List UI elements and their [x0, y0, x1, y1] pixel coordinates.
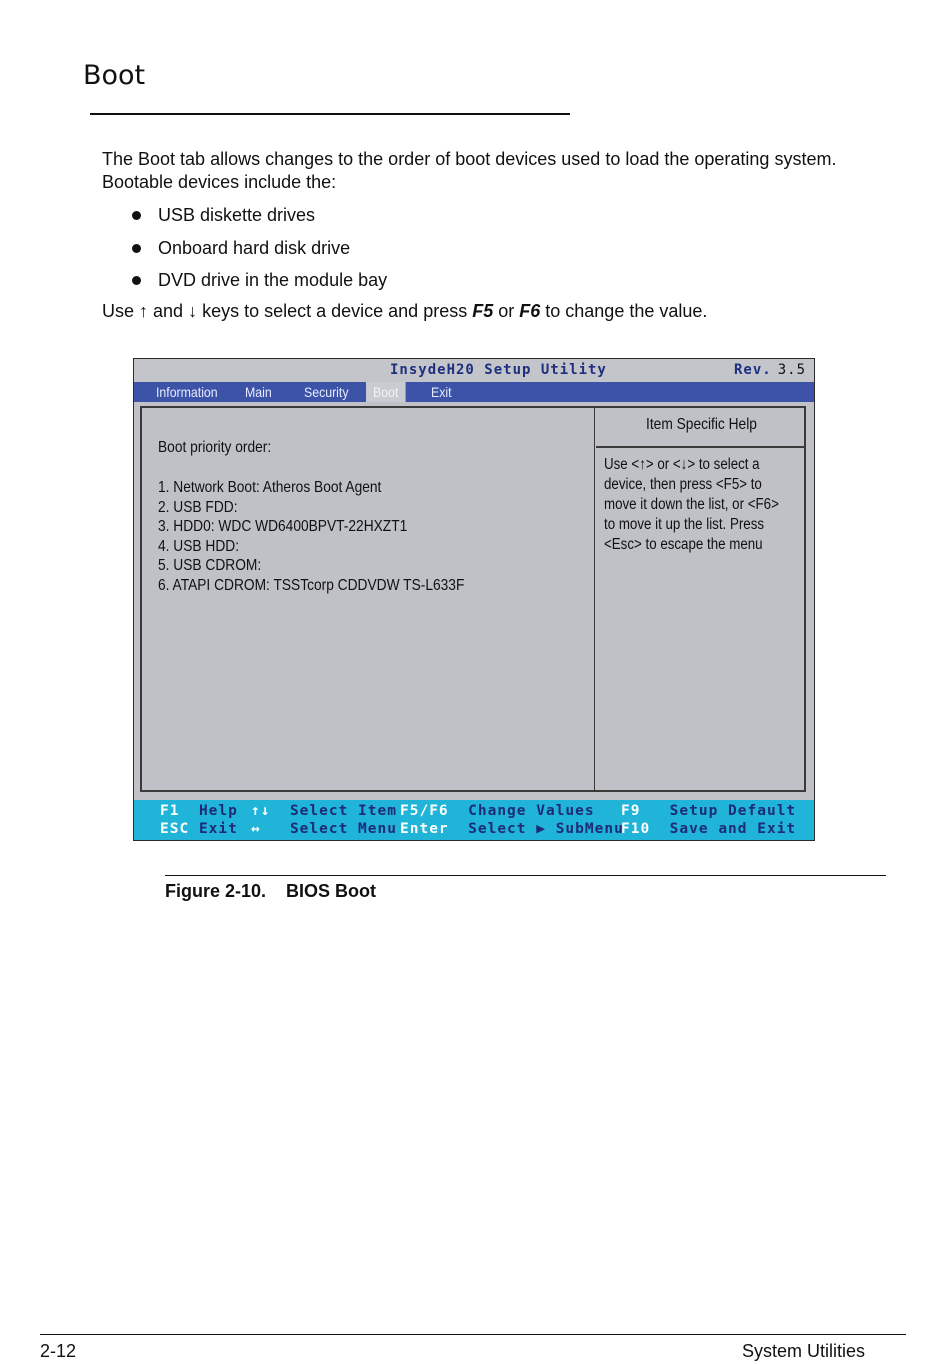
boot-device-item[interactable]: 4. USB HDD:	[158, 537, 240, 555]
boot-device-item[interactable]: 1. Network Boot: Atheros Boot Agent	[158, 479, 382, 496]
key-change-values: F5/F6 Change Values	[400, 803, 595, 819]
key-select-menu: ↔ Select Menu	[251, 821, 397, 837]
boot-device-item[interactable]: 5. USB CDROM:	[158, 557, 262, 574]
bullet-icon	[132, 244, 141, 253]
tab-boot[interactable]: Boot	[366, 382, 405, 402]
boot-priority-list	[158, 478, 464, 595]
tab-information[interactable]: Information	[156, 384, 218, 400]
bios-header	[134, 359, 814, 382]
key-exit: ESC Exit	[160, 821, 238, 837]
list-item: DVD drive in the module bay	[132, 269, 387, 302]
key-save-exit: F10 Save and Exit	[621, 821, 797, 837]
bios-title: InsydeH20 Setup Utility	[390, 362, 607, 378]
key-setup-default: F9 Setup Default	[621, 803, 797, 819]
tab-exit[interactable]: Exit	[431, 384, 452, 400]
bios-screenshot	[133, 358, 815, 841]
help-title: Item Specific Help	[596, 408, 806, 448]
list-item: USB diskette drives	[132, 204, 387, 237]
boot-device-item[interactable]: 2. USB FDD:	[158, 498, 238, 516]
bios-revision: Rev. 3.5	[734, 362, 807, 378]
bios-key-legend	[134, 800, 814, 841]
boot-device-item[interactable]: 3. HDD0: WDC WD6400BPVT-22HXZT1	[158, 518, 408, 535]
f5-key: F5	[472, 301, 494, 321]
caption-divider	[165, 875, 886, 876]
instruction-text: Use ↑ and ↓ keys to select a device and press F5 or F6 to change the value.	[102, 301, 708, 321]
page-number: 2-12	[40, 1341, 77, 1361]
figure-caption: Figure 2-10. BIOS Boot	[165, 881, 377, 901]
boot-priority-panel	[142, 408, 594, 790]
tab-main[interactable]: Main	[245, 384, 272, 400]
tab-security[interactable]: Security	[304, 384, 349, 400]
boot-device-item[interactable]: 6. ATAPI CDROM: TSSTcorp CDDVDW TS-L633F	[158, 576, 465, 594]
up-arrow-icon: ↑	[139, 301, 149, 321]
footer-divider	[40, 1334, 906, 1335]
intro-paragraph: The Boot tab allows changes to the order of boot devices used to load the operating system. Bootable devices include the:	[102, 149, 837, 192]
bios-tab-bar	[134, 382, 814, 402]
f6-key: F6	[519, 301, 541, 321]
page-title: Boot	[83, 60, 146, 91]
bullet-icon	[132, 276, 141, 285]
key-select-item: ↑↓ Select Item	[251, 803, 397, 819]
key-enter-submenu: Enter Select ▶ SubMenu	[400, 821, 624, 837]
title-divider	[90, 113, 570, 115]
section-name: System Utilities	[741, 1341, 865, 1361]
bootable-devices-list	[132, 204, 387, 302]
left-right-arrow-icon: ↔	[251, 821, 261, 837]
down-arrow-icon: ↓	[188, 301, 198, 321]
help-text: Use <↑> or <↓> to select a device, then press <F5> to move it down the list, or <F6> to move it up the list. Press <Esc> to escape the menu	[604, 456, 779, 553]
boot-priority-label: Boot priority order:	[158, 439, 272, 456]
bullet-icon	[132, 211, 141, 220]
list-item: Onboard hard disk drive	[132, 237, 387, 270]
bios-content-frame	[140, 406, 806, 792]
panel-divider	[594, 408, 595, 790]
up-down-arrow-icon: ↑↓	[251, 803, 271, 819]
key-help: F1 Help	[160, 803, 238, 819]
